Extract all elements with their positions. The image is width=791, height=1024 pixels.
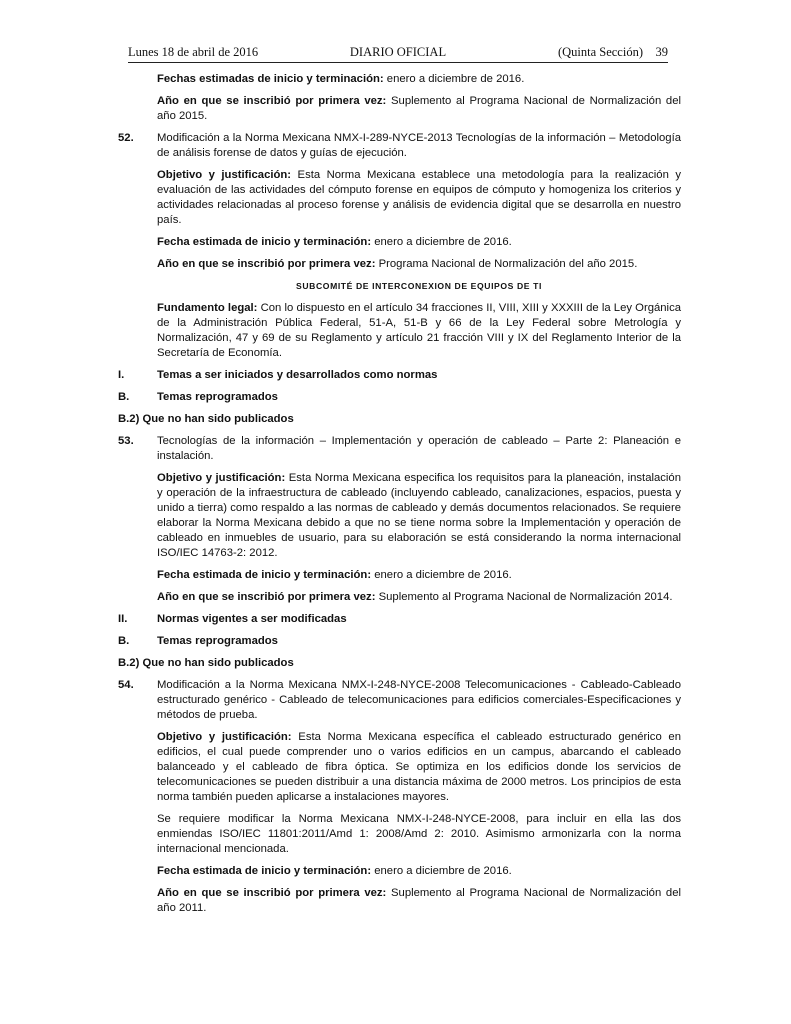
anio-label: Año en que se inscribió por primera vez: bbox=[157, 258, 376, 270]
header-section: (Quinta Sección) bbox=[557, 45, 643, 59]
fundamento-legal bbox=[157, 301, 681, 361]
item-54-fecha bbox=[157, 864, 681, 879]
objetivo-label: Objetivo y justificación: bbox=[157, 731, 292, 743]
item-54-anio bbox=[157, 886, 681, 916]
section-title: Temas reprogramados bbox=[157, 391, 278, 403]
section-heading-ii bbox=[118, 612, 681, 627]
fundamento-label: Fundamento legal: bbox=[157, 302, 258, 314]
header-section-page bbox=[558, 44, 668, 60]
item-53-anio bbox=[157, 590, 681, 605]
item-54 bbox=[118, 678, 681, 723]
fecha-value: enero a diciembre de 2016. bbox=[371, 569, 512, 581]
section-heading-b bbox=[118, 634, 681, 649]
intro-fechas bbox=[157, 72, 681, 87]
section-heading-b2: B.2) Que no han sido publicados bbox=[118, 657, 294, 669]
section-heading-i bbox=[118, 368, 681, 383]
anio-label: Año en que se inscribió por primera vez: bbox=[157, 887, 387, 899]
header-publication: DIARIO OFICIAL bbox=[349, 45, 447, 59]
objetivo-text: Esta Norma Mexicana especifica los requisitos para la planeación, instalación y operación de la infraestructura de cableado (incluyendo cableado, canalizaciones, espacios, puesta y unido a tierra) como respaldo a las normas de cableado y demás documentos relacionados. Se requiere elaborar la Norma Mexicana debido a que no se tiene norma sobre la Implementación y operación de cableado en inmuebles de usuario, para su elaboración se está considerando la norma internacional ISO/IEC 14763-2: 2012. bbox=[157, 472, 681, 559]
document-body bbox=[118, 72, 681, 923]
anio-value: Programa Nacional de Normalización del año 2015. bbox=[375, 258, 638, 270]
header-date: Lunes 18 de abril de 2016 bbox=[128, 45, 259, 59]
fecha-label: Fecha estimada de inicio y terminación: bbox=[157, 236, 372, 248]
header-page-number: 39 bbox=[655, 45, 668, 59]
objetivo-text: Esta Norma Mexicana específica el cableado estructurado genérico en edificios, el cual puede comprender uno o varios edificios en un campus, abarcando el cableado balanceado y el cableado de fibra óptica. Se optimiza en los edificios donde los servicios de telecomunicaciones se pueden distribuir a una distancia máxima de 2000 metros. Los principios de esta norma también pueden aplicarse a instalaciones mayores. bbox=[157, 731, 681, 803]
page-header bbox=[128, 44, 668, 63]
fecha-value: enero a diciembre de 2016. bbox=[371, 236, 512, 248]
item-53 bbox=[118, 434, 681, 464]
item-52 bbox=[118, 131, 681, 161]
section-number: B. bbox=[118, 391, 130, 403]
item-number: 52. bbox=[118, 132, 134, 144]
section-number: B. bbox=[118, 635, 130, 647]
section-title: Temas reprogramados bbox=[157, 635, 278, 647]
item-54-objetivo bbox=[157, 730, 681, 805]
section-heading-b bbox=[118, 390, 681, 405]
item-title: Modificación a la Norma Mexicana NMX-I-248-NYCE-2008 Telecomunicaciones - Cableado-Cableado estructurado genérico - Cableado de telecomunicaciones para edificios comerciales-Especificaciones y métodos de prueba. bbox=[157, 679, 681, 721]
objetivo-label: Objetivo y justificación: bbox=[157, 169, 292, 181]
section-title: Temas a ser iniciados y desarrollados como normas bbox=[157, 369, 438, 381]
item-number: 54. bbox=[118, 679, 134, 691]
fecha-label: Fecha estimada de inicio y terminación: bbox=[157, 569, 372, 581]
fecha-value: enero a diciembre de 2016. bbox=[371, 865, 512, 877]
fundamento-text: Con lo dispuesto en el artículo 34 fracciones II, VIII, XIII y XXXIII de la Ley Orgánica de la Administración Pública Federal, 51-A, 51-B y 66 de la Ley Federal sobre Metrología y Normalización, 47 y 69 de su Reglamento y artículo 21 fracción VIII y IX del Reglamento Interior de la Secretaría de Economía. bbox=[157, 302, 682, 359]
item-52-anio bbox=[157, 257, 681, 272]
item-number: 53. bbox=[118, 435, 134, 447]
item-53-fecha bbox=[157, 568, 681, 583]
anio-value: Suplemento al Programa Nacional de Normalización del año 2011. bbox=[157, 887, 681, 914]
item-52-fecha bbox=[157, 235, 681, 250]
objetivo-text: Esta Norma Mexicana establece una metodología para la realización y evaluación de las actividades del cómputo forense en equipos de cómputo y homogeniza los criterios y actividades relacionadas al proceso forense y análisis de evidencia digital que se desarrolla en nuestro país. bbox=[157, 169, 681, 226]
section-title: Normas vigentes a ser modificadas bbox=[157, 613, 347, 625]
anio-label: Año en que se inscribió por primera vez: bbox=[157, 95, 387, 107]
section-number: II. bbox=[118, 613, 128, 625]
section-heading-b2: B.2) Que no han sido publicados bbox=[118, 413, 294, 425]
item-title: Tecnologías de la información – Implementación y operación de cableado – Parte 2: Planeación e instalación. bbox=[157, 435, 681, 462]
fechas-value: enero a diciembre de 2016. bbox=[383, 73, 525, 85]
fecha-label: Fecha estimada de inicio y terminación: bbox=[157, 865, 372, 877]
objetivo-label: Objetivo y justificación: bbox=[157, 472, 286, 484]
anio-value: Suplemento al Programa Nacional de Normalización del año 2015. bbox=[157, 95, 681, 122]
section-number: I. bbox=[118, 369, 125, 381]
subcomite-title: SUBCOMITÉ DE INTERCONEXION DE EQUIPOS DE TI bbox=[296, 281, 542, 291]
intro-anio bbox=[157, 94, 681, 124]
anio-value: Suplemento al Programa Nacional de Normalización 2014. bbox=[375, 591, 673, 603]
fechas-label: Fechas estimadas de inicio y terminación: bbox=[157, 73, 384, 85]
item-title: Modificación a la Norma Mexicana NMX-I-289-NYCE-2013 Tecnologías de la información – Metodología de análisis forense de datos y guías de ejecución. bbox=[157, 132, 681, 159]
item-53-objetivo bbox=[157, 471, 681, 561]
item-54-extra: Se requiere modificar la Norma Mexicana NMX-I-248-NYCE-2008, para incluir en ella las dos enmiendas ISO/IEC 11801:2011/Amd 1: 2008/Amd 2: 2010. Asimismo armonizarla con la norma internacional mencionada. bbox=[157, 813, 681, 855]
anio-label: Año en que se inscribió por primera vez: bbox=[157, 591, 376, 603]
item-52-objetivo bbox=[157, 168, 681, 228]
